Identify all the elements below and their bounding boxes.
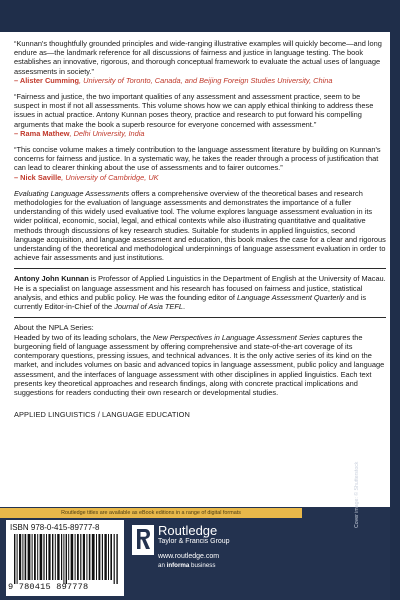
endorser-affiliation: , University of Cambridge, UK [61, 172, 159, 182]
informa-line [158, 562, 215, 569]
informa-suffix: business [189, 562, 216, 569]
endorser-name: Rama Mathew [20, 128, 70, 138]
series-name: New Perspectives in Language Assessment Series [152, 332, 320, 342]
series-text: captures the burgeoning field of language assessment by offering comprehensive and state-of-the-art coverage of its contemporary questions, pressing issues, and technical advances. It is the only active series of its kind on the market, and includes volumes on basic and advanced topics in language assessment, public policy and language assessment, and the interfaces of language assessment with other disciplines in applied linguistics. Each text presents key theoretical approaches and research findings, along with concrete practical implications and suggestions for readers conducting their own research or developmental studies. [14, 332, 385, 397]
endorser-name: Nick Saville [20, 172, 62, 182]
publisher-group: Taylor & Francis Group [158, 538, 230, 545]
book-title: Evaluating Language Assessments [14, 188, 130, 198]
book-description [14, 189, 386, 263]
isbn-label: ISBN 978-0-415-89777-8 [10, 523, 100, 532]
series-text: Headed by two of its leading scholars, the [14, 332, 153, 342]
ebook-notice-strip: Routledge titles are available as eBook editions in a range of digital formats [0, 508, 302, 518]
endorsement-quote [14, 39, 386, 85]
quote-text: “This concise volume makes a timely contribution to the language assessment literature by building on Kunnan's concerns for fairness and justice. In a systematic way, he takes the reader through a process of justification that can lead to clearer thinking about the use of assessments and to fairer outcomes.” [14, 145, 381, 173]
publisher-name: Routledge [158, 523, 218, 538]
endorser-affiliation: , University of Toronto, Canada, and Beijing Foreign Studies University, China [79, 75, 333, 85]
quote-attribution [14, 129, 386, 138]
description-text: offers a comprehensive overview of the theoretical bases and research methodologies for the evaluation of language assessments and demonstrates the importance of a fuller understanding of this widely used evaluative tool. The volume explores language assessment evaluation in its wider political, economic, social, legal, and ethical contexts while also illustrating quantitative and qualitative methods through discussions of key research studies. Suitable for students in applied linguistics, second language acquisition, and language assessment and education, this book makes the case for a clear and rigorous understanding of the theoretical and methodological underpinnings of language assessment evaluation in order to achieve fair assessments and just institutions. [14, 188, 386, 263]
barcode-number: 9 780415 897778 [8, 582, 89, 592]
author-bio-text: . [182, 302, 186, 312]
series-heading: About the NPLA Series: [14, 323, 94, 333]
quote-text: “Kunnan's thoughtfully grounded principles and wide-ranging illustrative examples will quickly become—and long endure as—the landmark reference for all discussions of fairness and justice in language testing. The book establishes an innovative, rigorous, and thorough conceptual framework to evaluate the actual uses of language assessments in society.” [14, 39, 382, 76]
image-credit: Cover image: © Shutterstock [354, 461, 360, 528]
attribution-dash: – [14, 172, 21, 182]
routledge-logo-icon [132, 525, 154, 555]
author-name: Antony John Kunnan [14, 274, 89, 284]
back-cover-text [14, 39, 386, 419]
quote-attribution [14, 76, 386, 85]
author-bio-text: and is currently Editor-in-Chief of the [14, 292, 367, 312]
publisher-block [132, 523, 312, 573]
journal-title: Journal of Asia TEFL [114, 302, 183, 312]
endorsement-quote [14, 92, 386, 138]
series-description [14, 333, 386, 397]
section-divider [14, 268, 386, 269]
quote-attribution [14, 173, 386, 182]
attribution-dash: – [14, 128, 21, 138]
top-color-band [0, 0, 400, 32]
subject-category: APPLIED LINGUISTICS / LANGUAGE EDUCATION [14, 410, 190, 420]
section-divider [14, 317, 386, 318]
endorser-affiliation: , Delhi University, India [69, 128, 145, 138]
informa-name: informa [166, 562, 190, 569]
publisher-url: www.routledge.com [158, 553, 220, 560]
endorser-name: Alister Cumming [19, 75, 80, 85]
quote-text: “Fairness and justice, the two important qualities of any assessment and assessment practice, seem to be suspect in most if not all assessments. This volume shows how we can apply ethical thinking to address these issues in actual practice. Antony Kunnan poses theory, practice and research to put forward his compelling arguments that make the book a superb resource for everyone concerned with assessment.” [14, 92, 374, 129]
attribution-dash: – [14, 75, 20, 85]
barcode-block [6, 520, 124, 596]
barcode-icon [14, 534, 118, 584]
author-bio-text: is Professor of Applied Linguistics in the Department of English at the University of Macau. He is a specialist on language assessment and his research has focused on fairness and justice, statistical analysis, and ethics and public policy. He was the founding editor of [14, 274, 386, 302]
right-edge-band [390, 32, 400, 600]
informa-prefix: an [158, 562, 167, 569]
endorsement-quote [14, 145, 386, 182]
author-bio [14, 274, 386, 311]
journal-title: Language Assessment Quarterly [236, 292, 345, 302]
